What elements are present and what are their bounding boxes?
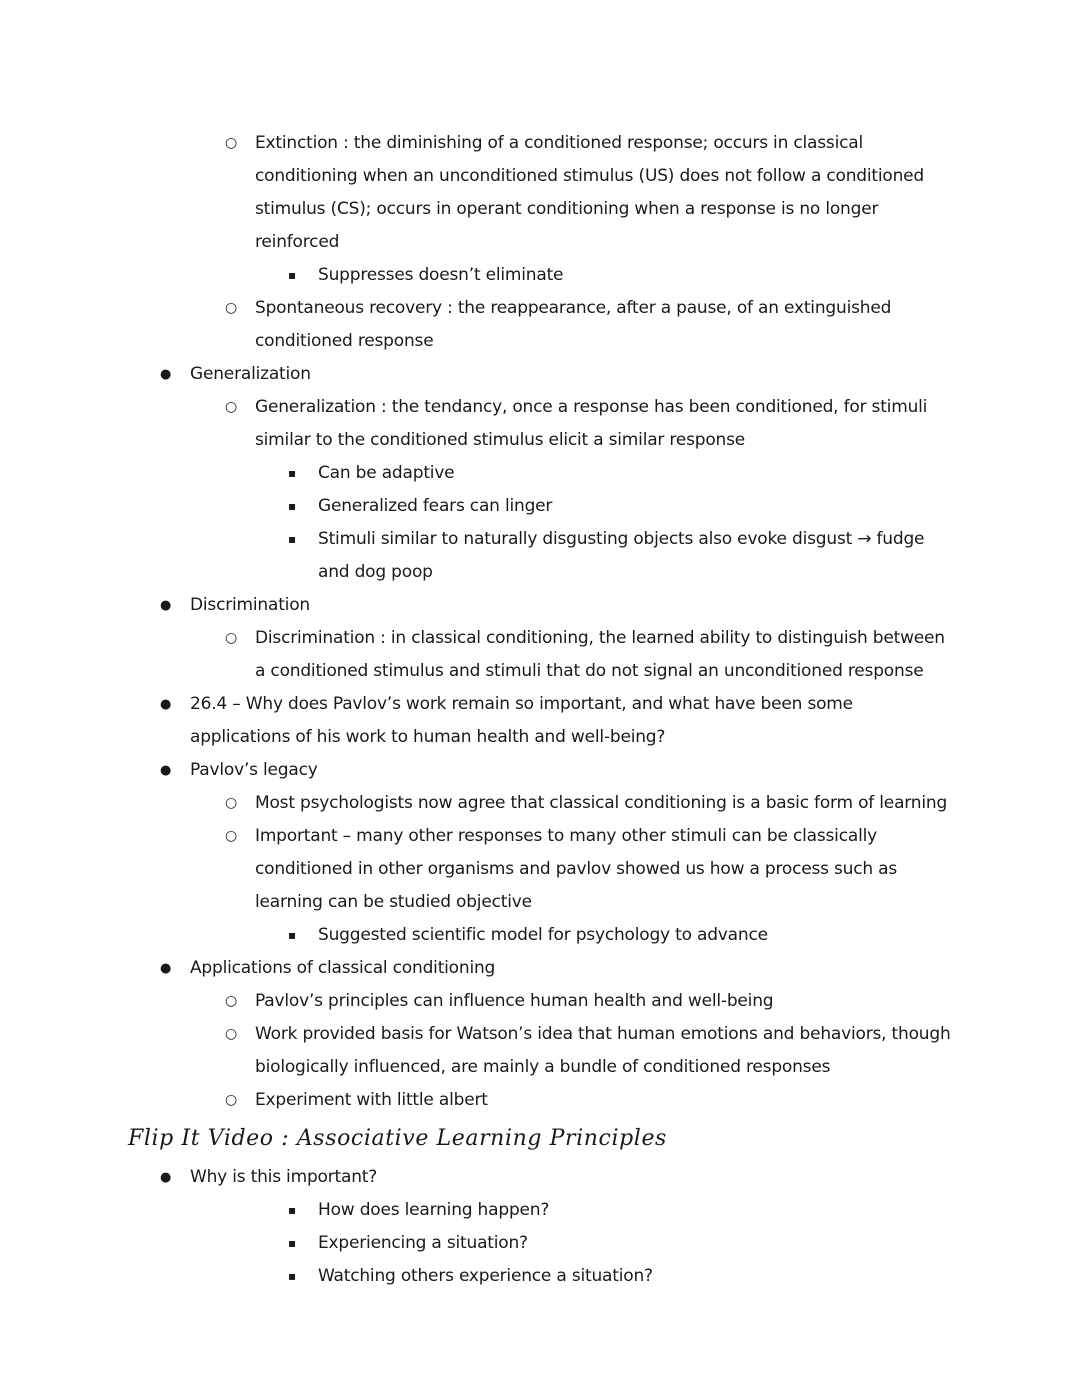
list-item — [0, 589, 952, 622]
list-item — [0, 259, 952, 292]
hollow-circle-bullet-icon: ○ — [225, 300, 238, 316]
list-item-text: Pavlov’s legacy — [190, 760, 318, 780]
list-item — [0, 787, 952, 820]
list-item-text: Suppresses doesn’t eliminate — [318, 265, 564, 285]
list-item-text: Generalization — [190, 364, 311, 384]
list-item — [0, 754, 952, 787]
list-item — [0, 688, 952, 754]
square-bullet-icon: ▪ — [288, 1269, 296, 1283]
filled-circle-bullet-icon: ● — [160, 961, 172, 976]
list-item-text: Important – many other responses to many other stimuli can be classically conditioned in other organisms and pavlov showed us how a process such as learning can be studied objective — [255, 826, 898, 912]
hollow-circle-bullet-icon: ○ — [225, 993, 238, 1009]
list-item-text: Extinction : the diminishing of a conditioned response; occurs in classical conditioning when an unconditioned stimulus (US) does not follow a conditioned stimulus (CS); occurs in operant conditioning when a response is no longer reinforced — [255, 133, 925, 252]
hollow-circle-bullet-icon: ○ — [225, 795, 238, 811]
list-item — [0, 622, 952, 688]
list-item-text: Discrimination : in classical conditioning, the learned ability to distinguish between a conditioned stimulus and stimuli that do not signal an unconditioned response — [255, 628, 945, 681]
list-item — [0, 1018, 952, 1084]
list-item-text: Applications of classical conditioning — [190, 958, 496, 978]
list-item — [0, 391, 952, 457]
list-item — [0, 490, 952, 523]
list-item-text: Why is this important? — [190, 1167, 378, 1187]
list-item-text: Experiment with little albert — [255, 1090, 488, 1110]
list-item-text: Generalized fears can linger — [318, 496, 553, 516]
square-bullet-icon: ▪ — [288, 499, 296, 513]
list-item-text: Generalization : the tendancy, once a response has been conditioned, for stimuli similar to the conditioned stimulus elicit a similar response — [255, 397, 928, 450]
list-item-text: Pavlov’s principles can influence human health and well-being — [255, 991, 774, 1011]
list-item — [0, 1194, 952, 1227]
list-item-text: Most psychologists now agree that classical conditioning is a basic form of learning — [255, 793, 948, 813]
list-item — [0, 127, 952, 259]
list-item-text: How does learning happen? — [318, 1200, 550, 1220]
list-item-text: Work provided basis for Watson’s idea that human emotions and behaviors, though biologically influenced, are mainly a bundle of conditioned responses — [255, 1024, 951, 1077]
square-bullet-icon: ▪ — [288, 466, 296, 480]
list-item-text: Can be adaptive — [318, 463, 455, 483]
document-heading: Flip It Video : Associative Learning Principles — [128, 1126, 667, 1151]
list-item — [0, 1227, 952, 1260]
list-item — [0, 292, 952, 358]
filled-circle-bullet-icon: ● — [160, 1170, 172, 1185]
list-item-text: Watching others experience a situation? — [318, 1266, 653, 1286]
hollow-circle-bullet-icon: ○ — [225, 828, 238, 844]
list-item — [0, 457, 952, 490]
list-item-text: Spontaneous recovery : the reappearance, after a pause, of an extinguished conditioned response — [255, 298, 892, 351]
list-item — [0, 1084, 952, 1117]
square-bullet-icon: ▪ — [288, 1236, 296, 1250]
hollow-circle-bullet-icon: ○ — [225, 630, 238, 646]
list-item — [0, 985, 952, 1018]
list-item-text: Experiencing a situation? — [318, 1233, 528, 1253]
list-item — [0, 952, 952, 985]
hollow-circle-bullet-icon: ○ — [225, 1092, 238, 1108]
square-bullet-icon: ▪ — [288, 928, 296, 942]
filled-circle-bullet-icon: ● — [160, 598, 172, 613]
hollow-circle-bullet-icon: ○ — [225, 135, 238, 151]
filled-circle-bullet-icon: ● — [160, 763, 172, 778]
list-item — [0, 820, 952, 919]
list-item — [0, 1260, 952, 1293]
list-item — [0, 919, 952, 952]
list-item-text: Stimuli similar to naturally disgusting objects also evoke disgust → fudge and dog poop — [318, 529, 925, 582]
list-item-text: Discrimination — [190, 595, 310, 615]
list-item-text: Suggested scientific model for psychology to advance — [318, 925, 768, 945]
square-bullet-icon: ▪ — [288, 268, 296, 282]
square-bullet-icon: ▪ — [288, 532, 296, 546]
list-item — [0, 358, 952, 391]
list-item-text: 26.4 – Why does Pavlov’s work remain so important, and what have been some applications of his work to human health and well-being? — [190, 694, 853, 747]
hollow-circle-bullet-icon: ○ — [225, 1026, 238, 1042]
filled-circle-bullet-icon: ● — [160, 367, 172, 382]
list-item — [0, 1161, 952, 1194]
list-item — [0, 523, 952, 589]
filled-circle-bullet-icon: ● — [160, 697, 172, 712]
square-bullet-icon: ▪ — [288, 1203, 296, 1217]
hollow-circle-bullet-icon: ○ — [225, 399, 238, 415]
